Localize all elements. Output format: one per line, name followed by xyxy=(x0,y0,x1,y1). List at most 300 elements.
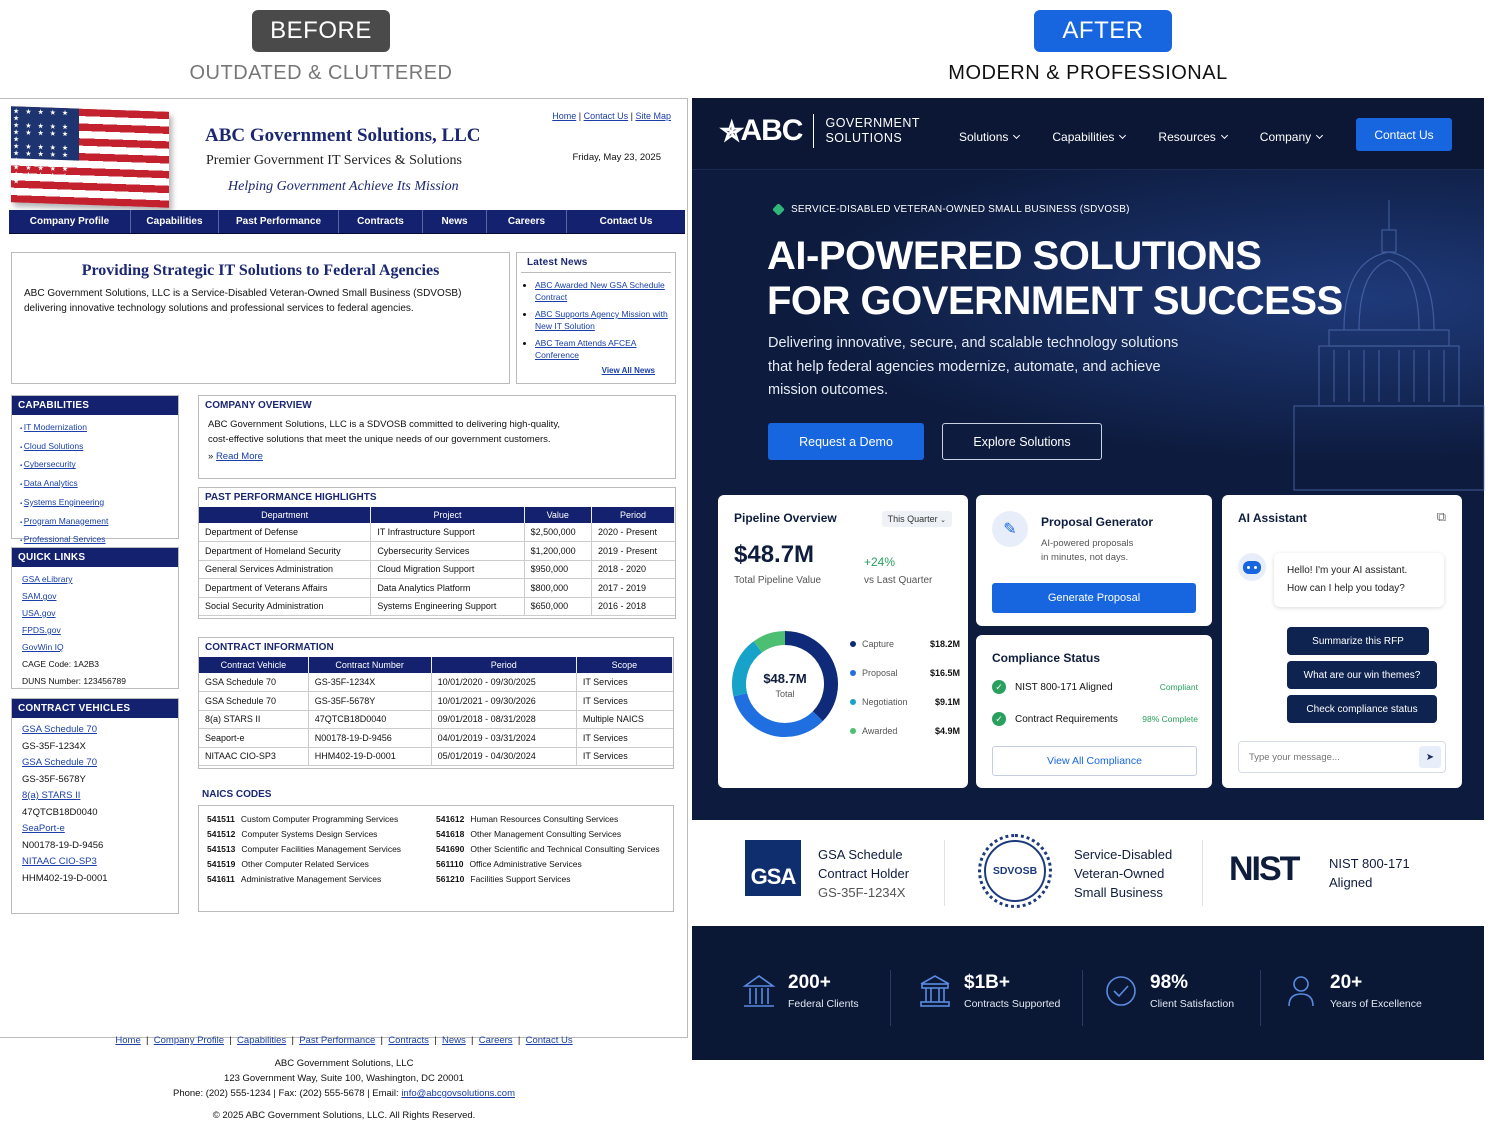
old-footer-email[interactable]: info@abcgovsolutions.com xyxy=(401,1088,515,1099)
stat-label: Years of Excellence xyxy=(1330,998,1422,1010)
table-cell: 2017 - 2019 xyxy=(591,579,674,598)
nav-resources[interactable] xyxy=(1158,130,1226,144)
table-row xyxy=(199,560,675,579)
old-nav-company-profile[interactable]: Company Profile xyxy=(9,210,131,233)
us-flag-image: ★ ★ ★ ★ ★ ★ ★ ★ ★ ★ ★ ★ ★ ★ ★ ★ ★ ★ ★ ★ ★ ★ ★ ★ ★ ★ ★ ★ ★ ★ ★ ★ ★ ★ ★ ★ ★ ★ ★ xyxy=(11,106,169,208)
donut-segment-proposal xyxy=(740,695,818,730)
pipeline-card xyxy=(718,495,968,788)
old-navbar xyxy=(9,210,685,234)
proposal-title: Proposal Generator xyxy=(1041,515,1154,529)
naics-code: 541690 xyxy=(436,844,465,854)
stat-contracts xyxy=(918,972,1060,1010)
external-link-icon[interactable]: ⧉ xyxy=(1436,509,1446,524)
legend-value: $18.2M xyxy=(929,638,960,649)
pipeline-change: +24% xyxy=(864,555,896,569)
old-footer: Home | Company Profile | Capabilities | Past Performance | Contracts | News | Careers | Contact Us ABC Government Solutions, LLC 123 Government Way, Suite 100, Washington, DC 20001 Phone: (202) 555-1234 | Fax: (202) 555-5678 | Email: info@abcgovsolutions.com © 2025 ABC Government Solutions, LLC. All Rights Reserved. xyxy=(0,1033,688,1123)
compliance-status: 98% Complete xyxy=(1142,714,1198,724)
old-overview-body: ABC Government Solutions, LLC is a SDVOSB committed to delivering high-quality, cost-effective solutions that meet the unique needs of our government customers. xyxy=(208,419,561,445)
legend-item xyxy=(850,687,960,716)
explore-solutions-button[interactable]: Explore Solutions xyxy=(942,423,1102,460)
compliance-card xyxy=(976,635,1212,788)
table-cell: IT Services xyxy=(576,673,672,692)
before-tag: BEFORE xyxy=(252,10,390,52)
table-row xyxy=(199,579,675,598)
table-cell: 09/01/2018 - 08/31/2028 xyxy=(431,710,576,729)
table-cell: $2,500,000 xyxy=(524,523,591,542)
table-cell: NITAAC CIO-SP3 xyxy=(199,747,308,766)
stat-label: Federal Clients xyxy=(788,998,859,1010)
before-panel xyxy=(0,0,692,1121)
old-quick-link[interactable]: USA.gov xyxy=(22,608,56,618)
gsa-text xyxy=(818,845,909,902)
quarter-dropdown-label: This Quarter xyxy=(887,514,938,524)
badge-check-icon xyxy=(1104,972,1138,1010)
naics-item xyxy=(436,874,665,884)
old-capability-link[interactable]: Systems Engineering xyxy=(23,496,105,507)
naics-item xyxy=(436,844,665,854)
table-cell: Cloud Migration Support xyxy=(371,560,524,579)
old-footer-link[interactable]: Past Performance xyxy=(299,1035,376,1046)
old-naics-box xyxy=(198,805,674,912)
stat-label: Client Satisfaction xyxy=(1150,998,1235,1010)
after-caption: MODERN & PROFESSIONAL xyxy=(948,62,1228,84)
table-cell: $800,000 xyxy=(524,579,591,598)
chevron-down-icon: ⌄ xyxy=(940,517,946,524)
table-cell: Social Security Administration xyxy=(199,597,371,616)
table-cell: IT Services xyxy=(576,692,672,711)
table-cell: 2019 - Present xyxy=(591,542,674,561)
old-contract-table xyxy=(199,657,673,766)
trust-strip xyxy=(692,820,1484,926)
proposal-desc-2: in minutes, not days. xyxy=(1041,552,1129,563)
old-nav-contracts[interactable]: Contracts xyxy=(339,210,423,233)
after-tag: AFTER xyxy=(1034,10,1172,52)
table-cell: $1,200,000 xyxy=(524,542,591,561)
legend-label: Negotiation xyxy=(862,696,908,707)
naics-code: 561210 xyxy=(436,874,465,884)
old-contract-vehicles-title: CONTRACT VEHICLES xyxy=(12,699,178,718)
old-capability-link[interactable]: Program Management xyxy=(23,515,109,526)
main-nav xyxy=(959,130,1322,144)
old-company-name: ABC Government Solutions, LLC xyxy=(205,125,481,146)
legend-value: $16.5M xyxy=(929,667,960,678)
table-header: Contract Number xyxy=(308,657,431,673)
old-footer-link[interactable]: Contracts xyxy=(388,1035,429,1046)
naics-code: 541611 xyxy=(207,874,235,884)
compliance-row xyxy=(992,671,1198,703)
nist-line-1: NIST 800-171 xyxy=(1329,856,1410,871)
chevron-down-icon xyxy=(1221,132,1228,139)
gsa-line-2: Contract Holder xyxy=(818,866,910,881)
nist-text xyxy=(1329,854,1410,892)
compliance-item-label: Contract Requirements xyxy=(1015,713,1118,725)
old-quick-link[interactable]: SAM.gov xyxy=(22,591,57,601)
old-footer-link[interactable]: Capabilities xyxy=(237,1035,287,1046)
naics-desc: Computer Facilities Management Services xyxy=(241,844,402,854)
suggestion-button[interactable]: Check compliance status xyxy=(1287,695,1437,723)
legend-label: Capture xyxy=(862,638,895,649)
logo-line-1: GOVERNMENT xyxy=(825,116,921,130)
old-nav-careers[interactable]: Careers xyxy=(487,210,567,233)
suggestion-button[interactable]: What are our win themes? xyxy=(1287,661,1437,689)
old-past-performance-table xyxy=(199,507,675,616)
headline-line-2: FOR GOVERNMENT SUCCESS xyxy=(767,279,1343,323)
chevron-down-icon xyxy=(1013,132,1020,139)
nav-resources-label: Resources xyxy=(1158,130,1216,144)
person-icon xyxy=(1284,972,1318,1010)
chevron-down-icon xyxy=(1316,132,1323,139)
table-row xyxy=(199,523,675,542)
old-duns: DUNS Number: 123456789 xyxy=(22,676,126,686)
proposal-desc-1: AI-powered proposals xyxy=(1041,538,1134,549)
stat-federal-clients xyxy=(742,972,859,1010)
naics-item xyxy=(207,829,436,839)
quarter-dropdown[interactable] xyxy=(882,511,952,527)
robot-icon xyxy=(1238,553,1266,581)
table-cell: Department of Defense xyxy=(199,523,371,542)
table-row xyxy=(199,673,673,692)
table-cell: Cybersecurity Services xyxy=(371,542,524,561)
naics-desc: Other Computer Related Services xyxy=(241,859,369,869)
table-cell: IT Infrastructure Support xyxy=(371,523,524,542)
old-vehicle-link[interactable]: 8(a) STARS II xyxy=(22,790,81,801)
stat-years xyxy=(1284,972,1422,1010)
old-capability-link[interactable]: Cybersecurity xyxy=(23,459,76,470)
table-row xyxy=(199,542,675,561)
generate-proposal-button[interactable]: Generate Proposal xyxy=(992,583,1196,613)
assistant-message xyxy=(1274,553,1444,607)
columns-icon xyxy=(918,972,952,1010)
donut-center-value: $48.7M xyxy=(763,671,807,686)
table-row xyxy=(199,692,673,711)
assistant-title: AI Assistant xyxy=(1238,511,1307,525)
old-capabilities xyxy=(11,395,179,545)
naics-item xyxy=(207,859,436,869)
old-naics-title: NAICS CODES xyxy=(202,789,272,800)
donut-segment-awarded xyxy=(758,638,785,647)
table-cell: $950,000 xyxy=(524,560,591,579)
sdvosb-badge-label: SERVICE-DISABLED VETERAN-OWNED SMALL BUSINESS (SDVOSB) xyxy=(791,204,1130,215)
naics-code: 541512 xyxy=(207,829,236,839)
building-icon xyxy=(742,972,776,1010)
old-link-home[interactable]: Home xyxy=(552,111,577,121)
nist-line-2: Aligned xyxy=(1329,875,1373,890)
old-vehicle-link[interactable]: GSA Schedule 70 xyxy=(22,757,97,768)
table-header: Department xyxy=(199,507,371,523)
table-header: Period xyxy=(591,507,674,523)
old-vehicle-link[interactable]: SeaPort-e xyxy=(22,823,65,834)
old-vehicle-number: GS-35F-1234X xyxy=(22,740,86,752)
sdvosb-badge xyxy=(774,204,1130,215)
compliance-item-label: NIST 800-171 Aligned xyxy=(1015,681,1113,693)
old-nav-past-performance[interactable]: Past Performance xyxy=(219,210,339,233)
stats-bar xyxy=(692,926,1484,1060)
old-footer-contact: Phone: (202) 555-1234 | Fax: (202) 555-5678 | Email: xyxy=(172,1088,399,1099)
compliance-row xyxy=(992,703,1198,735)
table-cell: 2020 - Present xyxy=(591,523,674,542)
old-vehicle-number: HHM402-19-D-0001 xyxy=(22,872,108,884)
table-cell: GS-35F-5678Y xyxy=(308,692,431,711)
request-demo-button[interactable]: Request a Demo xyxy=(768,423,924,460)
old-news-item[interactable]: ABC Supports Agency Mission with New IT Solution xyxy=(535,309,668,331)
diamond-icon xyxy=(772,203,785,216)
legend-dot xyxy=(850,670,856,676)
naics-desc: Computer Systems Design Services xyxy=(241,829,378,839)
table-row xyxy=(199,747,673,766)
hero-headline xyxy=(767,234,1343,324)
old-nav-news[interactable]: News xyxy=(423,210,487,233)
old-capability-link[interactable]: IT Modernization xyxy=(23,422,87,432)
naics-desc: Other Scientific and Technical Consulting Services xyxy=(470,844,660,854)
nav-capabilities[interactable] xyxy=(1052,130,1125,144)
old-link-contact[interactable]: Contact Us xyxy=(583,111,629,121)
table-cell: Department of Homeland Security xyxy=(199,542,371,561)
table-cell: 10/01/2021 - 09/30/2026 xyxy=(431,692,576,711)
table-cell: $650,000 xyxy=(524,597,591,616)
old-news-item[interactable]: ABC Team Attends AFCEA Conference xyxy=(535,338,637,360)
old-overview-title: COMPANY OVERVIEW xyxy=(205,400,312,411)
table-cell: N00178-19-D-9456 xyxy=(308,729,431,748)
nav-capabilities-label: Capabilities xyxy=(1052,130,1115,144)
old-news-item[interactable]: ABC Awarded New GSA Schedule Contract xyxy=(535,280,665,302)
table-cell: Department of Veterans Affairs xyxy=(199,579,371,598)
old-footer-link[interactable]: Contact Us xyxy=(525,1035,573,1046)
gsa-line-3: GS-35F-1234X xyxy=(818,885,906,900)
naics-item xyxy=(436,829,665,839)
suggestion-button[interactable]: Summarize this RFP xyxy=(1287,627,1429,655)
legend-dot xyxy=(850,699,856,705)
contact-us-button[interactable]: Contact Us xyxy=(1356,118,1452,151)
table-cell: GSA Schedule 70 xyxy=(199,673,308,692)
view-all-compliance-button[interactable]: View All Compliance xyxy=(992,746,1197,776)
stat-number: 20+ xyxy=(1330,972,1363,993)
table-row xyxy=(199,710,673,729)
sdvosb-seal-text: SDVOSB xyxy=(992,865,1038,877)
stat-number: $1B+ xyxy=(964,972,1010,993)
old-capability-link[interactable]: Data Analytics xyxy=(23,478,78,489)
logo-line-2: SOLUTIONS xyxy=(825,131,903,145)
old-hero-title: Providing Strategic IT Solutions to Federal Agencies xyxy=(81,262,440,279)
nav-company-label: Company xyxy=(1259,130,1312,144)
old-top-links: Home | Contact Us | Site Map xyxy=(552,111,671,121)
old-past-performance xyxy=(198,487,676,619)
old-footer-company: ABC Government Solutions, LLC xyxy=(274,1058,414,1069)
table-cell: 05/01/2019 - 04/30/2024 xyxy=(431,747,576,766)
sdv-line-2: Veteran-Owned xyxy=(1074,866,1165,881)
old-quick-link[interactable]: FPDS.gov xyxy=(22,625,61,635)
pipeline-change-label: vs Last Quarter xyxy=(864,575,933,586)
old-date: Friday, May 23, 2025 xyxy=(572,152,661,163)
naics-desc: Administrative Management Services xyxy=(240,874,382,884)
send-icon[interactable]: ➤ xyxy=(1419,746,1441,768)
proposal-card xyxy=(976,495,1212,626)
legend-value: $4.9M xyxy=(934,725,960,736)
naics-desc: Office Administrative Services xyxy=(469,859,582,869)
table-cell: 2018 - 2020 xyxy=(591,560,674,579)
pipeline-legend xyxy=(850,629,960,745)
table-header: Value xyxy=(524,507,591,523)
gsa-logo: GSA xyxy=(745,840,801,896)
before-caption: OUTDATED & CLUTTERED xyxy=(189,62,453,84)
naics-desc: Custom Computer Programming Services xyxy=(240,814,399,824)
old-subtitle: Premier Government IT Services & Solutions xyxy=(206,153,462,168)
naics-code: 541511 xyxy=(207,814,235,824)
naics-code: 541519 xyxy=(207,859,236,869)
table-cell: Systems Engineering Support xyxy=(371,597,524,616)
check-circle-icon: ✓ xyxy=(992,712,1006,726)
legend-item xyxy=(850,716,960,745)
naics-desc: Other Management Consulting Services xyxy=(470,829,622,839)
table-cell: 04/01/2019 - 03/31/2024 xyxy=(431,729,576,748)
table-cell: 47QTCB18D0040 xyxy=(308,710,431,729)
check-circle-icon: ✓ xyxy=(992,680,1006,694)
naics-code: 561110 xyxy=(436,859,464,869)
after-panel xyxy=(692,0,1484,1060)
old-past-performance-title: PAST PERFORMANCE HIGHLIGHTS xyxy=(205,492,377,503)
old-nav-capabilities[interactable]: Capabilities xyxy=(131,210,219,233)
sdv-line-3: Small Business xyxy=(1074,885,1163,900)
old-nav-contact[interactable]: Contact Us xyxy=(599,216,653,227)
sdvosb-seal xyxy=(976,834,1054,908)
old-footer-link[interactable]: Home xyxy=(115,1035,141,1046)
old-latest-news xyxy=(516,252,676,384)
legend-label: Proposal xyxy=(862,667,898,678)
old-view-all-news[interactable]: View All News xyxy=(601,366,655,375)
old-news-title: Latest News xyxy=(521,253,671,273)
gsa-line-1: GSA Schedule xyxy=(818,847,903,862)
table-header: Period xyxy=(431,657,576,673)
table-cell: 2016 - 2018 xyxy=(591,597,674,616)
document-edit-icon: ✎ xyxy=(992,511,1028,547)
old-capability-link[interactable]: Cloud Solutions xyxy=(23,440,84,451)
compliance-status: Compliant xyxy=(1159,682,1198,692)
old-vehicle-link[interactable]: NITAAC CIO-SP3 xyxy=(22,856,97,867)
old-capabilities-title: CAPABILITIES xyxy=(12,396,178,415)
old-vehicle-link[interactable]: GSA Schedule 70 xyxy=(22,724,97,735)
pipeline-total: $48.7M xyxy=(734,541,815,568)
old-read-more-link[interactable]: Read More xyxy=(215,451,263,462)
table-cell: HHM402-19-D-0001 xyxy=(308,747,431,766)
old-quick-links xyxy=(11,547,179,689)
table-cell: General Services Administration xyxy=(199,560,371,579)
old-quick-links-title: QUICK LINKS xyxy=(12,548,178,567)
assistant-greeting-2: How can I help you today? xyxy=(1287,583,1405,594)
assistant-greeting-1: Hello! I'm your AI assistant. xyxy=(1287,565,1408,576)
hero-section xyxy=(692,170,1484,490)
old-footer-copyright: © 2025 ABC Government Solutions, LLC. All Rights Reserved. xyxy=(212,1110,476,1121)
nav-solutions[interactable] xyxy=(959,130,1019,144)
old-capability-link[interactable]: Professional Services xyxy=(23,534,106,545)
table-cell: IT Services xyxy=(576,747,672,766)
new-header xyxy=(692,98,1484,170)
legend-dot xyxy=(850,641,856,647)
table-cell: Seaport-e xyxy=(199,729,308,748)
table-cell: IT Services xyxy=(576,729,672,748)
headline-line-1: AI-POWERED SOLUTIONS xyxy=(767,234,1262,278)
nav-solutions-label: Solutions xyxy=(959,130,1009,144)
old-contract-info-title: CONTRACT INFORMATION xyxy=(205,642,334,653)
table-header: Project xyxy=(371,507,524,523)
nist-logo: NIST xyxy=(1229,850,1299,888)
stat-number: 98% xyxy=(1150,972,1189,993)
star-icon: ✯ xyxy=(720,115,743,147)
old-website xyxy=(0,98,688,1121)
legend-item xyxy=(850,629,960,658)
naics-item xyxy=(207,874,436,884)
table-cell: Data Analytics Platform xyxy=(371,579,524,598)
table-row xyxy=(199,597,675,616)
naics-item xyxy=(207,814,436,824)
message-input-wrap xyxy=(1238,741,1446,773)
table-cell: GS-35F-1234X xyxy=(308,673,431,692)
table-row xyxy=(199,729,673,748)
old-footer-address: 123 Government Way, Suite 100, Washington, DC 20001 xyxy=(224,1073,464,1084)
logo-abc-text: ABC xyxy=(740,114,803,147)
naics-item xyxy=(436,814,665,824)
proposal-desc xyxy=(1041,537,1133,565)
sdvosb-text xyxy=(1074,845,1172,902)
naics-desc: Human Resources Consulting Services xyxy=(470,814,619,824)
naics-item xyxy=(207,844,436,854)
legend-item xyxy=(850,658,960,687)
table-cell: 8(a) STARS II xyxy=(199,710,308,729)
message-input[interactable] xyxy=(1239,742,1414,772)
old-cage-code: CAGE Code: 1A2B3 xyxy=(22,659,100,669)
legend-dot xyxy=(850,728,856,734)
naics-item xyxy=(436,859,665,869)
ai-assistant-card xyxy=(1222,495,1462,788)
stat-number: 200+ xyxy=(788,972,831,993)
company-logo[interactable] xyxy=(720,114,920,148)
table-header: Scope xyxy=(576,657,672,673)
stat-satisfaction xyxy=(1104,972,1234,1010)
pipeline-total-label: Total Pipeline Value xyxy=(734,575,822,586)
stat-label: Contracts Supported xyxy=(964,998,1061,1010)
old-quick-link[interactable]: GSA eLibrary xyxy=(22,574,73,584)
pipeline-title: Pipeline Overview xyxy=(734,511,837,525)
old-footer-link[interactable]: Company Profile xyxy=(153,1035,225,1046)
table-header: Contract Vehicle xyxy=(199,657,308,673)
chevron-down-icon xyxy=(1119,132,1126,139)
old-quick-link[interactable]: GovWin IQ xyxy=(22,642,64,652)
old-footer-link[interactable]: News xyxy=(441,1035,466,1046)
table-cell: GSA Schedule 70 xyxy=(199,692,308,711)
old-vehicle-number: 47QTCB18D0040 xyxy=(22,806,98,818)
old-link-sitemap[interactable]: Site Map xyxy=(635,111,671,121)
old-footer-link[interactable]: Careers xyxy=(478,1035,513,1046)
after-tag-area xyxy=(692,0,1484,98)
old-contract-information xyxy=(198,637,674,769)
hero-lede: Delivering innovative, secure, and scalable technology solutions that help federal agencies modernize, automate, and achieve mission outcomes. xyxy=(768,335,1179,398)
old-mission: Helping Government Achieve Its Mission xyxy=(228,179,459,194)
old-hero-body: ABC Government Solutions, LLC is a Service-Disabled Veteran-Owned Small Business (SDVOSB) delivering innovative technology solutions and professional services to federal agencies. xyxy=(24,288,462,314)
legend-value: $9.1M xyxy=(934,696,960,707)
old-contract-vehicles xyxy=(11,698,179,914)
table-cell: Multiple NAICS xyxy=(576,710,672,729)
naics-desc: Facilities Support Services xyxy=(470,874,571,884)
old-hero xyxy=(11,252,510,384)
naics-code: 541513 xyxy=(207,844,236,854)
old-vehicle-number: N00178-19-D-9456 xyxy=(22,839,104,851)
old-company-overview: COMPANY OVERVIEW ABC Government Solutions, LLC is a SDVOSB committed to delivering high-quality, cost-effective solutions that meet the unique needs of our government customers. » Read More xyxy=(198,395,676,479)
old-vehicle-number: GS-35F-5678Y xyxy=(22,773,86,785)
naics-code: 541618 xyxy=(436,829,465,839)
compliance-title: Compliance Status xyxy=(992,651,1101,665)
nav-company[interactable] xyxy=(1260,130,1322,144)
naics-code: 541612 xyxy=(436,814,465,824)
table-cell: 10/01/2020 - 09/30/2025 xyxy=(431,673,576,692)
legend-label: Awarded xyxy=(862,725,898,736)
